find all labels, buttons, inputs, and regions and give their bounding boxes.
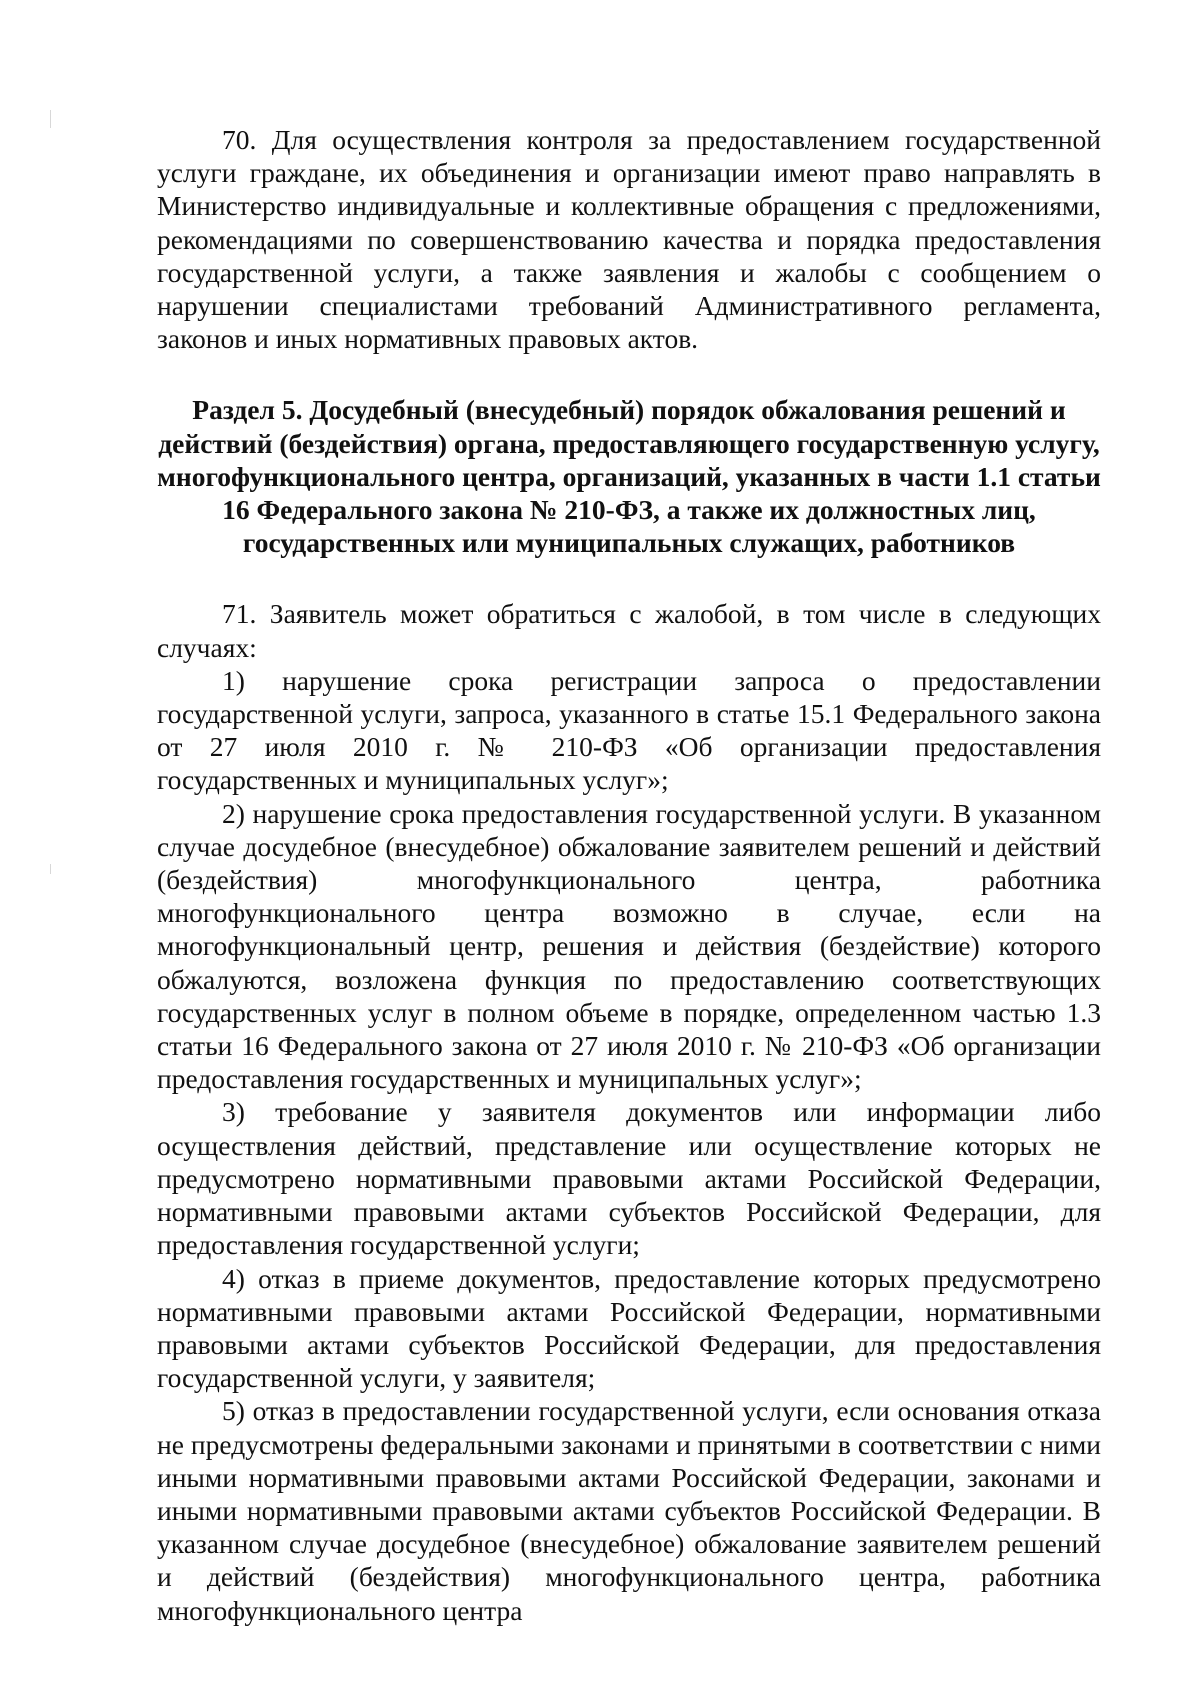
document-body — [157, 123, 1101, 1627]
complaint-cases-list — [157, 664, 1101, 1627]
section-5-heading: Раздел 5. Досудебный (внесудебный) порядок обжалования решений и действий (бездействия) органа, предоставляющего государственную услугу, многофункционального центра, организаций, указанных в части 1.1 статьи 16 Федерального закона № 210-ФЗ, а также их должностных лиц, государственных или муниципальных служащих, работников — [157, 394, 1101, 559]
list-item: 1) нарушение срока регистрации запроса о предоставлении государственной услуги, запроса, указанного в статье 15.1 Федерального закона от 27 июля 2010 г. № 210-ФЗ «Об организации предоставления государственных и муниципальных услуг»; — [157, 664, 1101, 796]
paragraph-71-intro: 71. Заявитель может обратиться с жалобой, в том числе в следующих случаях: — [157, 598, 1101, 663]
list-item: 3) требование у заявителя документов или информации либо осуществления действий, представление или осуществление которых не предусмотрено нормативными правовыми актами Российской Федерации, нормативными правовыми актами субъектов Российской Федерации, для предоставления государственной услуги; — [157, 1096, 1101, 1261]
scan-artifact-mark — [50, 110, 51, 128]
list-item: 5) отказ в предоставлении государственной услуги, если основания отказа не предусмотрены федеральными законами и принятыми в соответствии с ними иными нормативными правовыми актами Российской Федерации, законами и иными нормативными правовыми актами субъектов Российской Федерации. В указанном случае досудебное (внесудебное) обжалование заявителем решений и действий (бездействия) многофункционального центра, работника многофункционального центра — [157, 1395, 1101, 1626]
list-item: 4) отказ в приеме документов, предоставление которых предусмотрено нормативными правовыми актами Российской Федерации, нормативными правовыми актами субъектов Российской Федерации, для предоставления государственной услуги, у заявителя; — [157, 1262, 1101, 1394]
paragraph-70: 70. Для осуществления контроля за предоставлением государственной услуги граждане, их объединения и организации имеют право направлять в Министерство индивидуальные и коллективные обращения с предложениями, рекомендациями по совершенствованию качества и порядка предоставления государственной услуги, а также заявления и жалобы с сообщением о нарушении специалистами требований Административного регламента, законов и иных нормативных правовых актов. — [157, 124, 1101, 355]
scan-artifact-mark — [50, 864, 51, 874]
list-item: 2) нарушение срока предоставления государственной услуги. В указанном случае досудебное (внесудебное) обжалование заявителем решений и действий (бездействия) многофункционального центра, работника многофункционального центра возможно в случае, если на многофункциональный центр, решения и действия (бездействие) которого обжалуются, возложена функция по предоставлению соответствующих государственных услуг в полном объеме в порядке, определенном частью 1.3 статьи 16 Федерального закона от 27 июля 2010 г. № 210-ФЗ «Об организации предоставления государственных и муниципальных услуг»; — [157, 797, 1101, 1095]
